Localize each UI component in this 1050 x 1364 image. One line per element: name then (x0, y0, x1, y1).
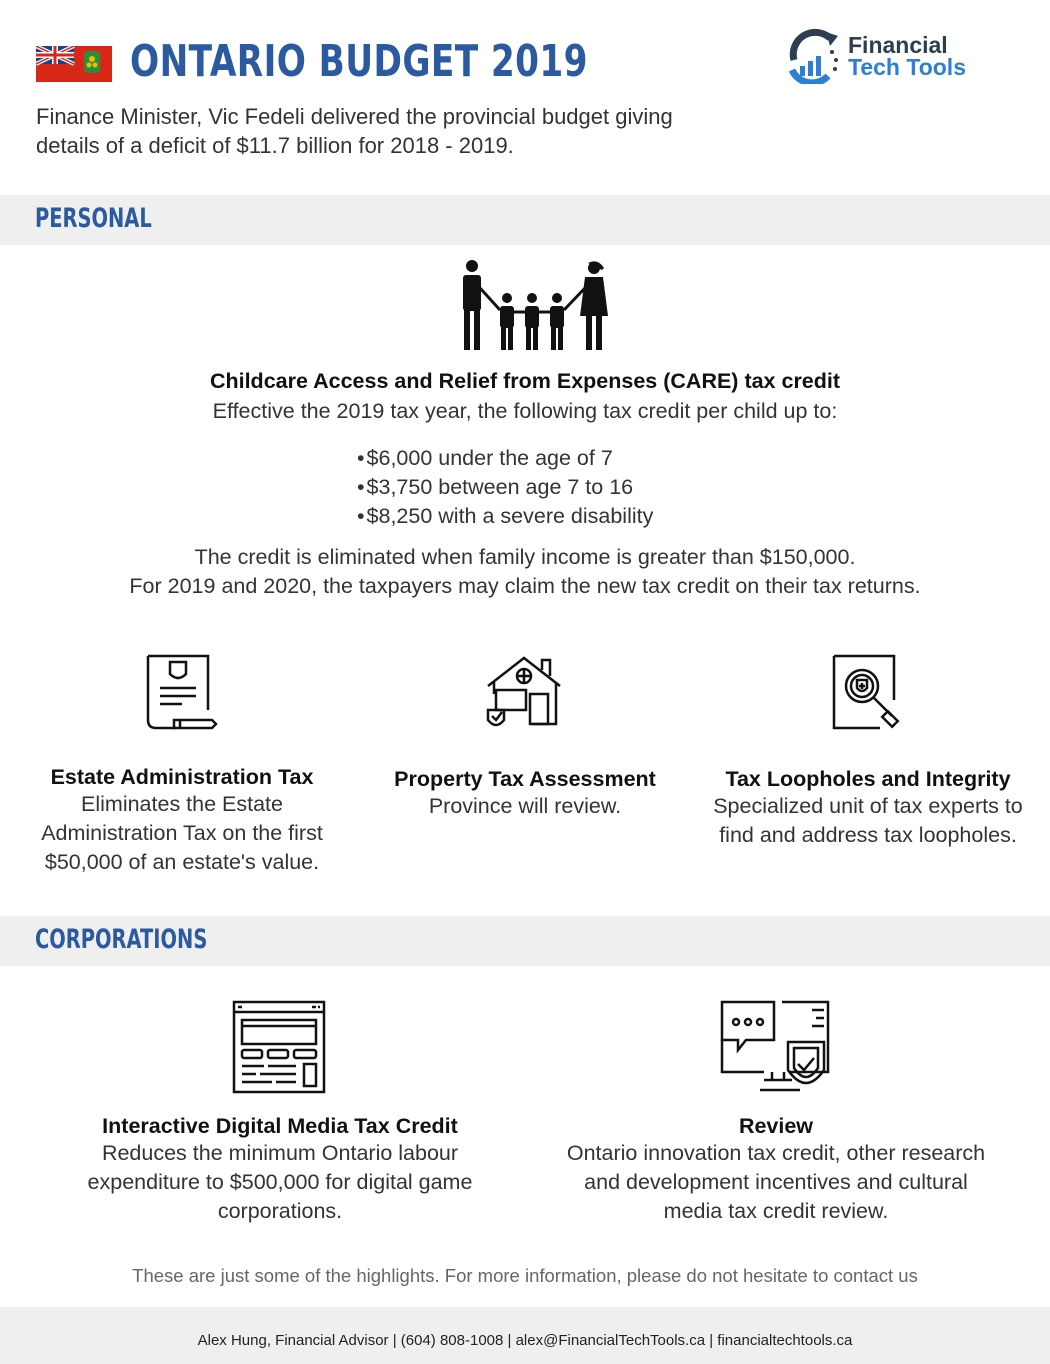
tax-loopholes-item (708, 767, 1028, 850)
personal-section-label: PERSONAL (35, 203, 152, 234)
estate-tax-text: Eliminates the Estate Administration Tax on the first $50,000 of an estate's value. (41, 792, 323, 874)
personal-section-header (0, 195, 1050, 245)
company-logo-text (848, 34, 966, 78)
property-tax-heading: Property Tax Assessment (394, 767, 656, 791)
closing-note: These are just some of the highlights. For more information, please do not hesitate to contact us (132, 1265, 918, 1286)
digital-media-credit-text: Reduces the minimum Ontario labour expenditure to $500,000 for digital game corporations. (87, 1141, 473, 1223)
page-title: ONTARIO BUDGET 2019 (130, 36, 588, 87)
corporations-section-header (0, 916, 1050, 966)
care-note-claim: For 2019 and 2020, the taxpayers may claim the new tax credit on their tax returns. (129, 574, 921, 598)
ontario-flag-icon (36, 46, 112, 82)
list-item: • $6,000 under the age of 7 (357, 444, 653, 473)
digital-media-credit-item (50, 1114, 510, 1226)
footer-bar (0, 1307, 1050, 1364)
tax-loopholes-heading: Tax Loopholes and Integrity (725, 767, 1011, 791)
review-item (552, 1114, 1000, 1226)
magnifier-shield-document-icon (832, 654, 908, 732)
computer-shield-icon (720, 1000, 832, 1096)
review-heading: Review (738, 1114, 814, 1138)
review-text: Ontario innovation tax credit, other research and development incentives and cultural media tax credit review. (566, 1141, 986, 1223)
estate-tax-heading: Estate Administration Tax (50, 765, 314, 789)
footer-contact-text: Alex Hung, Financial Advisor | (604) 808-1008 | alex@FinancialTechTools.ca | financialtechtools.ca (197, 1332, 853, 1349)
estate-document-icon (146, 654, 218, 732)
corporations-section-label: CORPORATIONS (35, 924, 208, 955)
property-tax-item (368, 767, 682, 821)
financial-tech-tools-logo-icon (786, 26, 844, 84)
digital-media-window-icon (232, 1000, 328, 1096)
logo-line-1: Financial (848, 32, 948, 58)
care-lead: Effective the 2019 tax year, the following tax credit per child up to: (212, 399, 838, 423)
estate-tax-item (20, 765, 344, 877)
care-note-income: The credit is eliminated when family income is greater than $150,000. (194, 545, 856, 569)
intro-text: Finance Minister, Vic Fedeli delivered the provincial budget giving details of a deficit of $11.7 billion for 2018 - 2019. (36, 104, 673, 158)
logo-line-2: Tech Tools (848, 54, 966, 80)
family-icon (452, 258, 612, 353)
care-heading: Childcare Access and Relief from Expenses (CARE) tax credit (209, 369, 841, 393)
property-tax-text: Province will review. (428, 794, 622, 818)
digital-media-credit-heading: Interactive Digital Media Tax Credit (102, 1114, 458, 1138)
tax-loopholes-text: Specialized unit of tax experts to find and address tax loopholes. (713, 794, 1023, 847)
house-shield-icon (486, 654, 564, 734)
list-item: • $3,750 between age 7 to 16 (357, 473, 653, 502)
care-bullet-list (357, 444, 653, 531)
list-item: • $8,250 with a severe disability (357, 502, 653, 531)
